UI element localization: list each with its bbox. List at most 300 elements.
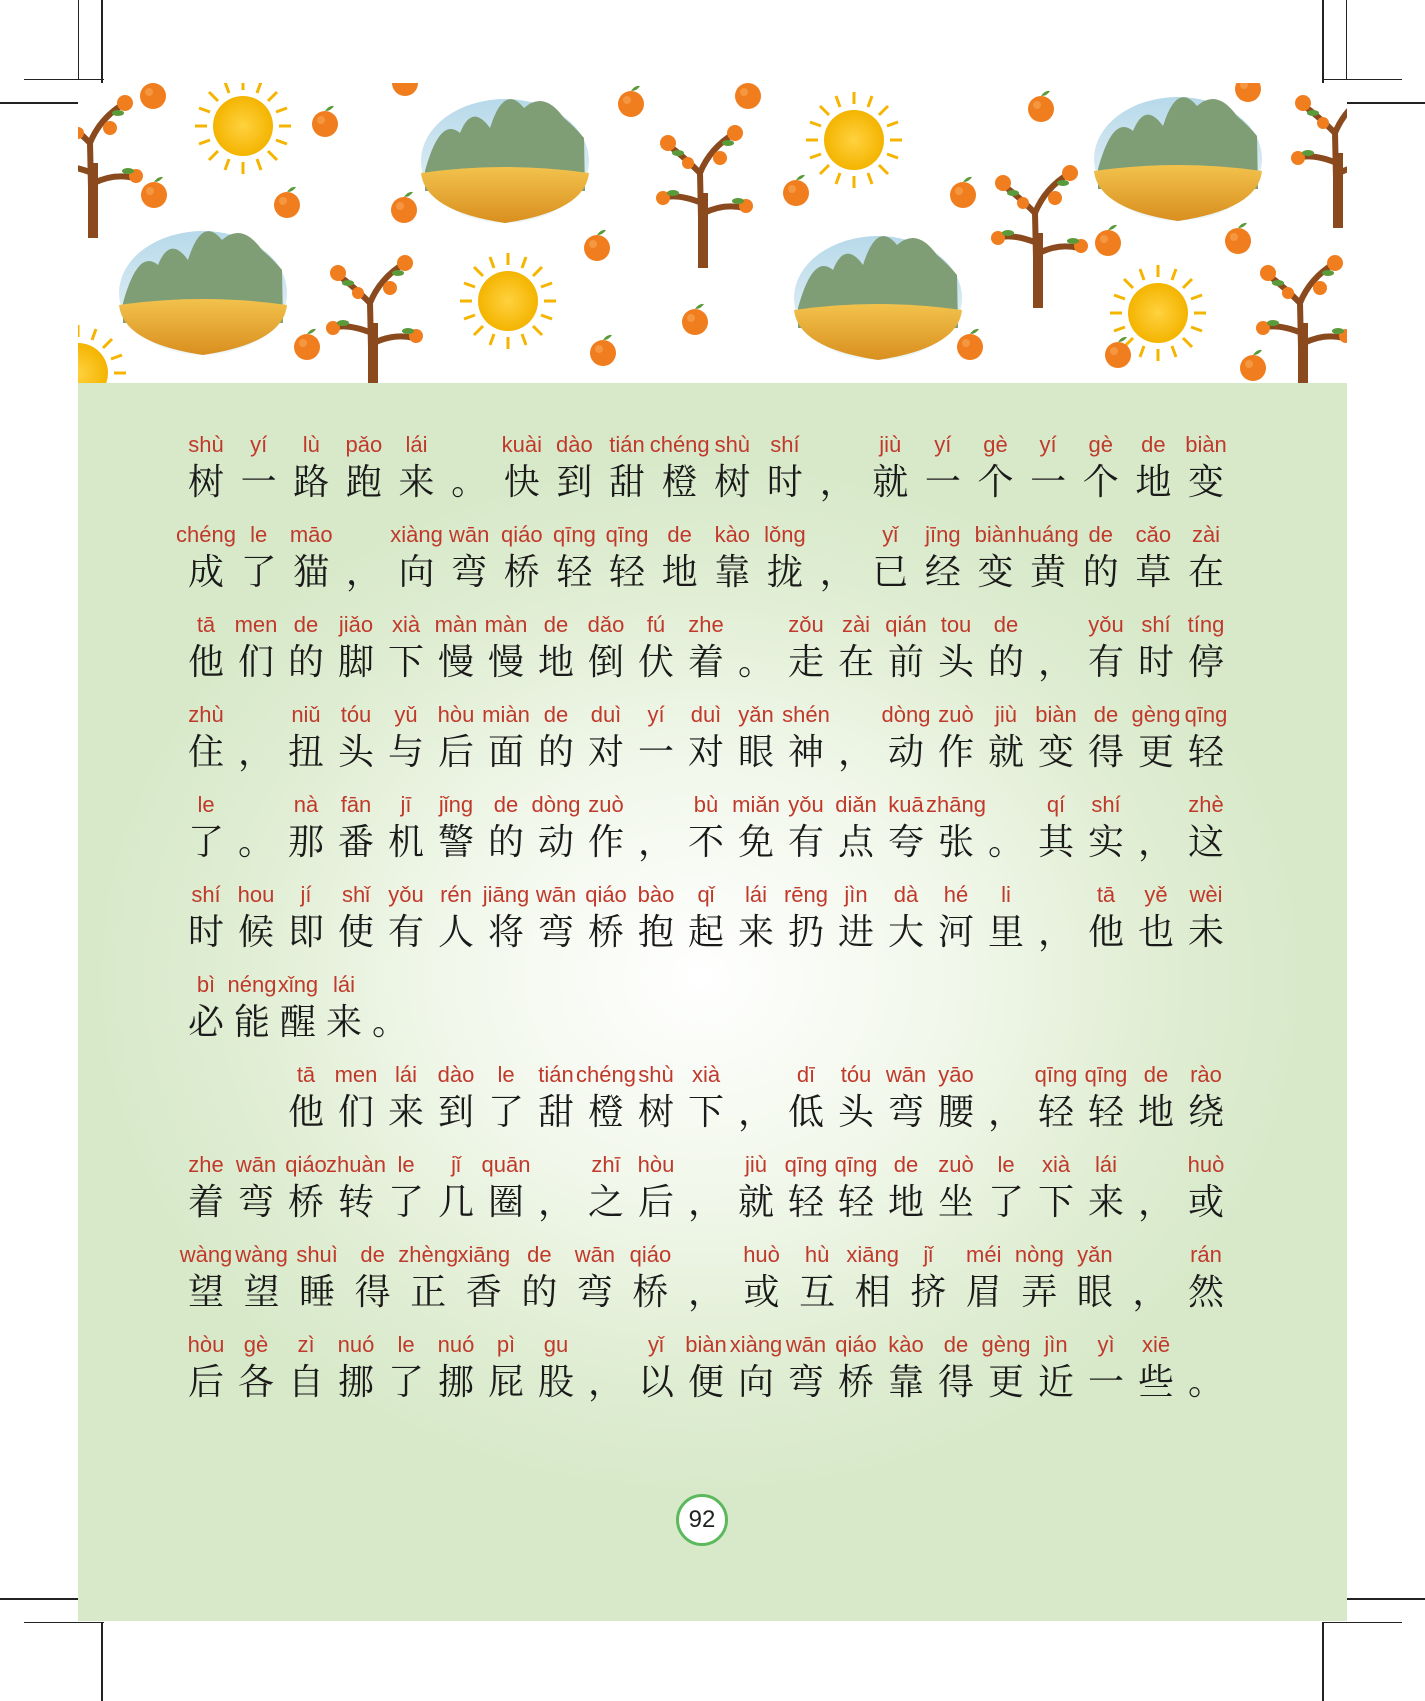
ruby-syllable bbox=[382, 1061, 430, 1135]
hanzi: 转 bbox=[337, 1182, 374, 1223]
ruby-syllable bbox=[882, 701, 930, 775]
ruby-syllable bbox=[282, 1331, 330, 1405]
pinyin: nuó bbox=[337, 1332, 375, 1357]
pinyin: tā bbox=[196, 612, 216, 637]
hanzi: 猫 bbox=[293, 552, 330, 593]
pinyin: jiāng bbox=[482, 882, 530, 907]
ruby-syllable bbox=[832, 701, 880, 775]
ruby-syllable bbox=[1132, 611, 1180, 685]
ruby-syllable bbox=[904, 1241, 952, 1315]
ruby-syllable bbox=[532, 701, 580, 775]
pinyin: shí bbox=[770, 432, 800, 457]
pinyin: wān bbox=[574, 1242, 616, 1267]
ruby-syllable bbox=[382, 1331, 430, 1405]
hanzi: 后 bbox=[187, 1362, 224, 1403]
hanzi: 们 bbox=[337, 1092, 374, 1133]
pinyin: jí bbox=[300, 882, 312, 907]
landscape-oval-icon bbox=[119, 231, 287, 355]
hanzi: 跑 bbox=[345, 462, 382, 503]
ruby-syllable bbox=[1126, 1241, 1174, 1315]
ruby-syllable bbox=[632, 1151, 680, 1225]
text-line bbox=[78, 701, 1347, 791]
hanzi: 。 bbox=[371, 1002, 408, 1043]
ruby-syllable bbox=[482, 791, 530, 865]
ruby-syllable bbox=[550, 431, 598, 505]
pinyin: jiù bbox=[879, 432, 902, 457]
ruby-syllable bbox=[603, 431, 651, 505]
hanzi: 靠 bbox=[887, 1362, 924, 1403]
ruby-syllable bbox=[882, 1151, 930, 1225]
ruby-syllable bbox=[626, 1241, 674, 1315]
hanzi: 地 bbox=[661, 552, 698, 593]
orange-icon bbox=[783, 175, 809, 206]
pinyin: zuò bbox=[938, 702, 974, 727]
hanzi: 眼 bbox=[737, 732, 774, 773]
hanzi: 了 bbox=[187, 822, 224, 863]
ruby-syllable bbox=[228, 971, 276, 1045]
hanzi: 前 bbox=[887, 642, 924, 683]
ruby-syllable bbox=[332, 611, 380, 685]
ruby-syllable bbox=[390, 521, 443, 595]
pinyin: shù bbox=[638, 1062, 674, 1087]
ruby-syllable bbox=[982, 881, 1030, 955]
ruby-syllable bbox=[282, 611, 330, 685]
hanzi: 圈 bbox=[487, 1182, 524, 1223]
ruby-syllable bbox=[738, 1241, 786, 1315]
ruby-syllable bbox=[732, 1061, 780, 1135]
hanzi: ， bbox=[637, 822, 674, 863]
hanzi: 人 bbox=[437, 912, 474, 953]
ruby-syllable bbox=[432, 701, 480, 775]
pinyin: xiē bbox=[1141, 1332, 1171, 1357]
hanzi: 停 bbox=[1187, 642, 1224, 683]
hanzi: 轻 bbox=[1087, 1092, 1124, 1133]
ruby-syllable bbox=[632, 791, 680, 865]
ruby-syllable bbox=[571, 1241, 619, 1315]
hanzi: 走 bbox=[787, 642, 824, 683]
pinyin: huò bbox=[743, 1242, 780, 1267]
ruby-syllable bbox=[582, 881, 630, 955]
pinyin: niǔ bbox=[291, 702, 321, 727]
hanzi: 然 bbox=[1187, 1272, 1224, 1313]
pinyin: zhāng bbox=[926, 792, 986, 817]
hanzi: 头 bbox=[337, 732, 374, 773]
hanzi: 到 bbox=[556, 462, 593, 503]
hanzi: 候 bbox=[237, 912, 274, 953]
hanzi: 其 bbox=[1037, 822, 1074, 863]
hanzi: ， bbox=[1037, 912, 1074, 953]
hanzi: 挪 bbox=[437, 1362, 474, 1403]
hanzi: 后 bbox=[637, 1182, 674, 1223]
ruby-syllable bbox=[432, 1331, 480, 1405]
hanzi: 或 bbox=[743, 1272, 780, 1313]
pinyin: nà bbox=[293, 792, 319, 817]
hanzi: ， bbox=[587, 1362, 624, 1403]
ruby-syllable bbox=[532, 1151, 580, 1225]
pinyin: jiù bbox=[994, 702, 1017, 727]
pinyin: qiáo bbox=[835, 1332, 877, 1357]
orange-icon bbox=[391, 192, 417, 223]
ruby-syllable bbox=[732, 791, 780, 865]
pinyin: yāo bbox=[938, 1062, 974, 1087]
pinyin: tián bbox=[538, 1062, 574, 1087]
pinyin: qí bbox=[1046, 792, 1066, 817]
ruby-syllable bbox=[232, 1151, 280, 1225]
orange-icon bbox=[957, 329, 983, 360]
pinyin: hou bbox=[237, 882, 275, 907]
hanzi: 几 bbox=[437, 1182, 474, 1223]
ruby-syllable bbox=[1024, 431, 1072, 505]
pinyin: de bbox=[543, 702, 569, 727]
hanzi: 头 bbox=[837, 1092, 874, 1133]
orange-icon bbox=[1225, 223, 1251, 254]
ruby-syllable bbox=[182, 791, 230, 865]
pinyin: le bbox=[397, 1332, 415, 1357]
pinyin: lái bbox=[1094, 1152, 1117, 1177]
ruby-syllable bbox=[282, 701, 330, 775]
hanzi: 挤 bbox=[910, 1272, 947, 1313]
hanzi: 一 bbox=[1030, 462, 1067, 503]
ruby-syllable bbox=[971, 521, 1019, 595]
orange-icon bbox=[312, 106, 338, 137]
pinyin: yí bbox=[250, 432, 268, 457]
ruby-syllable bbox=[1032, 1061, 1080, 1135]
pinyin: bào bbox=[637, 882, 675, 907]
pinyin: kuā bbox=[888, 792, 924, 817]
hanzi: 桥 bbox=[503, 552, 540, 593]
pinyin: de bbox=[1141, 432, 1166, 457]
ruby-syllable bbox=[340, 431, 388, 505]
ruby-syllable bbox=[782, 701, 830, 775]
ruby-syllable bbox=[393, 431, 441, 505]
hanzi: 。 bbox=[451, 462, 488, 503]
orange-icon bbox=[584, 230, 610, 261]
hanzi: 弯 bbox=[451, 552, 488, 593]
ruby-syllable bbox=[235, 521, 283, 595]
crop-mark-bottom-right-v bbox=[1322, 1622, 1324, 1701]
ruby-syllable bbox=[332, 881, 380, 955]
pinyin: qīng bbox=[834, 1152, 878, 1177]
hanzi: 免 bbox=[737, 822, 774, 863]
hanzi: 。 bbox=[987, 822, 1024, 863]
ruby-syllable bbox=[1129, 521, 1177, 595]
pinyin: jìn bbox=[1044, 1332, 1068, 1357]
pinyin: tā bbox=[296, 1062, 316, 1087]
hanzi: 将 bbox=[487, 912, 524, 953]
ruby-syllable bbox=[793, 1241, 841, 1315]
pinyin: gèng bbox=[1131, 702, 1181, 727]
hanzi: 住 bbox=[187, 732, 224, 773]
ruby-syllable bbox=[1132, 1331, 1180, 1405]
ruby-syllable bbox=[832, 611, 880, 685]
crop-mark-top-left-h2 bbox=[24, 79, 104, 80]
pinyin: pǎo bbox=[345, 432, 383, 457]
hanzi: ， bbox=[819, 552, 856, 593]
hanzi: 未 bbox=[1187, 912, 1224, 953]
ruby-syllable bbox=[532, 881, 580, 955]
pinyin: miǎn bbox=[732, 792, 780, 817]
sun-icon bbox=[195, 83, 291, 174]
ruby-syllable bbox=[982, 1331, 1030, 1405]
pinyin: lái bbox=[405, 432, 428, 457]
hanzi: 来 bbox=[737, 912, 774, 953]
hanzi: 草 bbox=[1135, 552, 1172, 593]
ruby-syllable bbox=[1032, 701, 1080, 775]
ruby-syllable bbox=[866, 521, 914, 595]
ruby-syllable bbox=[932, 611, 980, 685]
hanzi: 。 bbox=[737, 642, 774, 683]
ruby-syllable bbox=[1077, 521, 1125, 595]
pinyin: nuó bbox=[437, 1332, 475, 1357]
ruby-syllable bbox=[282, 881, 330, 955]
hanzi: 橙 bbox=[587, 1092, 624, 1133]
hanzi: 快 bbox=[503, 462, 540, 503]
hanzi: 近 bbox=[1037, 1362, 1074, 1403]
hanzi: 进 bbox=[837, 912, 874, 953]
hanzi: ， bbox=[1137, 822, 1174, 863]
hanzi: 弯 bbox=[537, 912, 574, 953]
hanzi: 一 bbox=[1087, 1362, 1124, 1403]
hanzi: 经 bbox=[924, 552, 961, 593]
ruby-syllable bbox=[782, 791, 830, 865]
pinyin: de bbox=[943, 1332, 969, 1357]
hanzi: ， bbox=[837, 732, 874, 773]
pinyin: biàn bbox=[1185, 432, 1227, 457]
hanzi: ， bbox=[237, 732, 274, 773]
ruby-syllable bbox=[1015, 1241, 1063, 1315]
pinyin: de bbox=[493, 792, 519, 817]
ruby-syllable bbox=[1082, 701, 1130, 775]
ruby-syllable bbox=[232, 791, 280, 865]
ruby-syllable bbox=[332, 1061, 380, 1135]
pinyin: qiáo bbox=[629, 1242, 672, 1267]
hanzi: ， bbox=[1037, 642, 1074, 683]
ruby-syllable bbox=[846, 1241, 899, 1315]
hanzi: 弄 bbox=[1021, 1272, 1058, 1313]
ruby-syllable bbox=[882, 1061, 930, 1135]
ruby-syllable bbox=[482, 1151, 530, 1225]
pinyin: huò bbox=[1187, 1152, 1225, 1177]
ruby-syllable bbox=[882, 791, 930, 865]
pinyin: biàn bbox=[974, 522, 1017, 547]
ruby-syllable bbox=[708, 431, 756, 505]
pinyin: de bbox=[1088, 522, 1113, 547]
ruby-syllable bbox=[932, 1151, 980, 1225]
ruby-syllable bbox=[182, 881, 230, 955]
hanzi: 互 bbox=[799, 1272, 836, 1313]
pinyin: qīng bbox=[1084, 1062, 1128, 1087]
pinyin: tóu bbox=[840, 1062, 872, 1087]
hanzi: 动 bbox=[537, 822, 574, 863]
pinyin: yì bbox=[1097, 1332, 1115, 1357]
ruby-syllable bbox=[982, 611, 1030, 685]
ruby-syllable bbox=[1182, 1331, 1230, 1405]
pinyin: duì bbox=[590, 702, 622, 727]
pinyin: zǒu bbox=[788, 612, 824, 637]
hanzi: 面 bbox=[487, 732, 524, 773]
pinyin: qiáo bbox=[285, 1152, 327, 1177]
hanzi: 河 bbox=[937, 912, 974, 953]
ruby-syllable bbox=[232, 881, 280, 955]
pinyin: wàng bbox=[235, 1242, 288, 1267]
ruby-syllable bbox=[498, 431, 546, 505]
ruby-syllable bbox=[708, 521, 756, 595]
hanzi: 望 bbox=[187, 1272, 224, 1313]
hanzi: 轻 bbox=[1037, 1092, 1074, 1133]
pinyin: hé bbox=[943, 882, 969, 907]
hanzi: 甜 bbox=[537, 1092, 574, 1133]
pinyin: qīng bbox=[784, 1152, 828, 1177]
ruby-syllable bbox=[1182, 611, 1230, 685]
hanzi: 屁 bbox=[487, 1362, 524, 1403]
ruby-syllable bbox=[732, 881, 780, 955]
hanzi: 腰 bbox=[937, 1092, 974, 1133]
hanzi: 或 bbox=[1187, 1182, 1224, 1223]
orange-tree-icon bbox=[1256, 255, 1347, 383]
orange-icon bbox=[141, 177, 167, 208]
pinyin: de bbox=[527, 1242, 552, 1267]
pinyin: lǒng bbox=[764, 522, 806, 547]
ruby-syllable bbox=[326, 1151, 386, 1225]
pinyin: xiāng bbox=[457, 1242, 511, 1267]
ruby-syllable bbox=[682, 1331, 730, 1405]
ruby-syllable bbox=[882, 1331, 930, 1405]
sun-icon bbox=[78, 325, 126, 383]
ruby-syllable bbox=[1082, 1151, 1130, 1225]
ruby-syllable bbox=[1182, 701, 1230, 775]
hanzi: 以 bbox=[637, 1362, 674, 1403]
ruby-syllable bbox=[582, 791, 630, 865]
crop-mark-top-left-v2 bbox=[78, 0, 79, 80]
pinyin: lái bbox=[332, 972, 355, 997]
pinyin: jīng bbox=[925, 522, 961, 547]
ruby-syllable bbox=[1182, 1061, 1230, 1135]
text-line bbox=[78, 971, 1347, 1061]
ruby-syllable bbox=[176, 521, 236, 595]
ruby-syllable bbox=[782, 1151, 830, 1225]
ruby-syllable bbox=[235, 1241, 288, 1315]
hanzi: 到 bbox=[437, 1092, 474, 1133]
hanzi: 了 bbox=[487, 1092, 524, 1133]
page-number: 92 bbox=[676, 1494, 728, 1546]
ruby-syllable bbox=[682, 611, 730, 685]
ruby-syllable bbox=[1129, 431, 1177, 505]
pinyin: rén bbox=[440, 882, 472, 907]
ruby-syllable bbox=[782, 611, 830, 685]
ruby-syllable bbox=[432, 1061, 480, 1135]
ruby-syllable bbox=[632, 1331, 680, 1405]
pinyin: xǐng bbox=[277, 972, 319, 997]
hanzi: 张 bbox=[937, 822, 974, 863]
pinyin: de bbox=[1093, 702, 1119, 727]
hanzi: 大 bbox=[887, 912, 924, 953]
pinyin: biàn bbox=[685, 1332, 727, 1357]
pinyin: de bbox=[360, 1242, 385, 1267]
ruby-syllable bbox=[1082, 881, 1130, 955]
orange-icon bbox=[950, 177, 976, 208]
ruby-syllable bbox=[814, 431, 862, 505]
hanzi: 脚 bbox=[337, 642, 374, 683]
hanzi: 番 bbox=[337, 822, 374, 863]
pinyin: xiàng bbox=[390, 522, 443, 547]
pinyin: jǐng bbox=[438, 792, 474, 817]
pinyin: jǐ bbox=[923, 1242, 934, 1267]
pinyin: zhèng bbox=[398, 1242, 459, 1267]
orange-icon bbox=[682, 304, 708, 335]
hanzi: 的 bbox=[487, 822, 524, 863]
ruby-syllable bbox=[832, 881, 880, 955]
ruby-syllable bbox=[232, 1331, 280, 1405]
hanzi: 一 bbox=[924, 462, 961, 503]
pinyin: yǔ bbox=[394, 702, 418, 727]
hanzi: 就 bbox=[737, 1182, 774, 1223]
ruby-syllable bbox=[182, 611, 230, 685]
hanzi: 一 bbox=[637, 732, 674, 773]
pinyin: tā bbox=[1096, 882, 1116, 907]
pinyin: wàng bbox=[179, 1242, 233, 1267]
hanzi: 机 bbox=[387, 822, 424, 863]
hanzi: 作 bbox=[937, 732, 974, 773]
ruby-syllable bbox=[932, 701, 980, 775]
hanzi: ， bbox=[1137, 1182, 1174, 1223]
pinyin: yǎn bbox=[738, 702, 774, 727]
pinyin: qián bbox=[885, 612, 927, 637]
ruby-syllable bbox=[782, 881, 830, 955]
orange-icon bbox=[1240, 350, 1266, 381]
ruby-syllable bbox=[179, 1241, 233, 1315]
hanzi: 轻 bbox=[609, 552, 646, 593]
crop-mark-bottom-left-v bbox=[101, 1622, 103, 1701]
ruby-syllable bbox=[482, 611, 530, 685]
pinyin: kuài bbox=[501, 432, 542, 457]
pinyin: le bbox=[497, 1062, 515, 1087]
ruby-syllable bbox=[287, 521, 335, 595]
pinyin: dī bbox=[796, 1062, 816, 1087]
pinyin: duì bbox=[690, 702, 722, 727]
pinyin: dòng bbox=[881, 702, 931, 727]
hanzi: 向 bbox=[398, 552, 435, 593]
pinyin: shù bbox=[714, 432, 751, 457]
pinyin: yí bbox=[934, 432, 952, 457]
hanzi: 拢 bbox=[766, 552, 803, 593]
pinyin: yǒu bbox=[1088, 612, 1124, 637]
ruby-syllable bbox=[971, 431, 1019, 505]
pinyin: diǎn bbox=[835, 792, 877, 817]
hanzi: 的 bbox=[287, 642, 324, 683]
reading-panel bbox=[78, 383, 1347, 1621]
hanzi: 就 bbox=[987, 732, 1024, 773]
ruby-syllable bbox=[1071, 1241, 1119, 1315]
pinyin: men bbox=[234, 612, 278, 637]
ruby-syllable bbox=[582, 1151, 630, 1225]
hanzi: 慢 bbox=[437, 642, 474, 683]
pinyin: zhī bbox=[591, 1152, 621, 1177]
hanzi: 一 bbox=[240, 462, 277, 503]
hanzi: 了 bbox=[387, 1182, 424, 1223]
pinyin: shù bbox=[188, 432, 224, 457]
pinyin: tóu bbox=[340, 702, 372, 727]
orange-icon bbox=[590, 335, 616, 366]
hanzi: 下 bbox=[1037, 1182, 1074, 1223]
ruby-syllable bbox=[1132, 1061, 1180, 1135]
ruby-syllable bbox=[761, 431, 809, 505]
ruby-syllable bbox=[382, 791, 430, 865]
pinyin: rán bbox=[1190, 1242, 1222, 1267]
ruby-syllable bbox=[649, 431, 710, 505]
ruby-syllable bbox=[482, 881, 530, 955]
orange-tree-icon bbox=[326, 255, 423, 383]
header-illustration bbox=[78, 83, 1347, 383]
